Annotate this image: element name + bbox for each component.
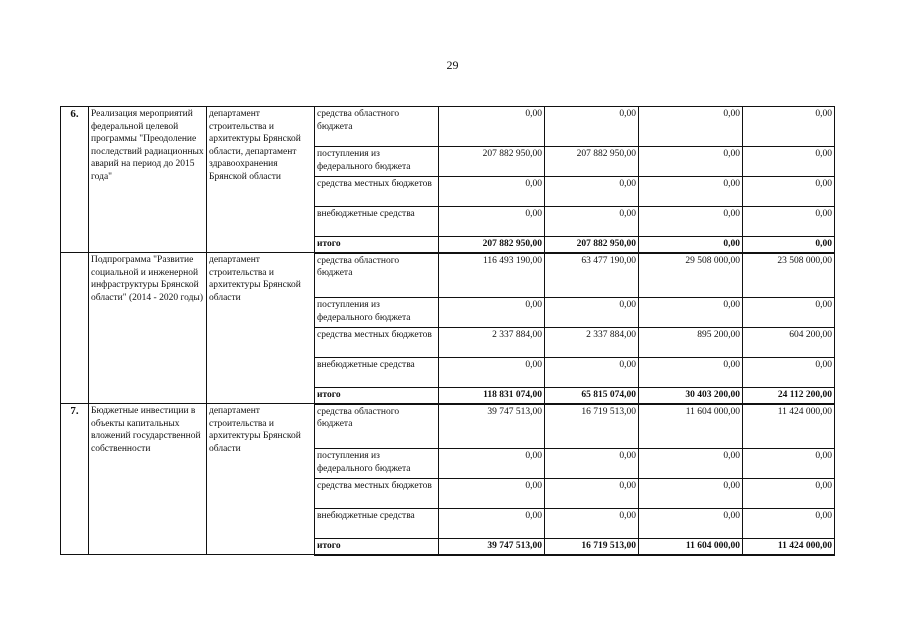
amount-cell: 0,00 — [743, 107, 835, 147]
amount-cell: 0,00 — [743, 237, 835, 253]
amount-cell: 0,00 — [743, 177, 835, 207]
funding-source: средства местных бюджетов — [315, 177, 439, 207]
amount-cell: 207 882 950,00 — [545, 147, 639, 177]
amount-cell: 11 604 000,00 — [639, 539, 743, 555]
amount-cell: 0,00 — [639, 358, 743, 388]
executor-name: департамент строительства и архитектуры Брянской области — [207, 253, 315, 404]
funding-source: средства местных бюджетов — [315, 479, 439, 509]
page-number: 29 — [446, 58, 459, 72]
amount-cell: 0,00 — [545, 509, 639, 539]
amount-cell: 207 882 950,00 — [545, 237, 639, 253]
amount-cell: 23 508 000,00 — [743, 253, 835, 298]
amount-cell: 0,00 — [639, 237, 743, 253]
amount-cell: 895 200,00 — [639, 328, 743, 358]
funding-source: внебюджетные средства — [315, 509, 439, 539]
amount-cell: 207 882 950,00 — [439, 237, 545, 253]
funding-source: средства местных бюджетов — [315, 328, 439, 358]
amount-cell: 11 604 000,00 — [639, 404, 743, 449]
funding-source: поступления из федерального бюджета — [315, 449, 439, 479]
row-number: 7. — [61, 404, 89, 555]
measure-name: Реализация мероприятий федеральной целевой программы "Преодоление последствий радиационных аварий на период до 2015 года" — [89, 107, 207, 253]
table-row — [61, 107, 835, 147]
amount-cell: 0,00 — [743, 207, 835, 237]
amount-cell: 118 831 074,00 — [439, 388, 545, 404]
amount-cell: 207 882 950,00 — [439, 147, 545, 177]
row-number — [61, 253, 89, 404]
funding-source: внебюджетные средства — [315, 358, 439, 388]
amount-cell: 63 477 190,00 — [545, 253, 639, 298]
funding-source: итого — [315, 388, 439, 404]
amount-cell: 0,00 — [639, 147, 743, 177]
amount-cell: 0,00 — [439, 358, 545, 388]
amount-cell: 0,00 — [439, 298, 545, 328]
funding-source: средства областного бюджета — [315, 404, 439, 449]
amount-cell: 0,00 — [743, 298, 835, 328]
amount-cell: 0,00 — [743, 147, 835, 177]
funding-source: итого — [315, 539, 439, 555]
amount-cell: 16 719 513,00 — [545, 404, 639, 449]
funding-source: итого — [315, 237, 439, 253]
amount-cell: 0,00 — [545, 479, 639, 509]
measure-name: Подпрограмма "Развитие социальной и инженерной инфраструктуры Брянской области" (2014 - 2020 годы) — [89, 253, 207, 404]
amount-cell: 0,00 — [743, 479, 835, 509]
amount-cell: 116 493 190,00 — [439, 253, 545, 298]
amount-cell: 24 112 200,00 — [743, 388, 835, 404]
amount-cell: 0,00 — [639, 107, 743, 147]
amount-cell: 0,00 — [545, 207, 639, 237]
budget-table — [60, 106, 835, 556]
amount-cell: 39 747 513,00 — [439, 539, 545, 555]
amount-cell: 0,00 — [639, 177, 743, 207]
amount-cell: 0,00 — [743, 509, 835, 539]
amount-cell: 0,00 — [545, 177, 639, 207]
table-row — [61, 404, 835, 449]
amount-cell: 0,00 — [639, 449, 743, 479]
amount-cell: 0,00 — [639, 479, 743, 509]
amount-cell: 0,00 — [439, 207, 545, 237]
executor-name: департамент строительства и архитектуры Брянской области — [207, 404, 315, 555]
amount-cell: 16 719 513,00 — [545, 539, 639, 555]
amount-cell: 0,00 — [545, 449, 639, 479]
funding-source: поступления из федерального бюджета — [315, 298, 439, 328]
amount-cell: 65 815 074,00 — [545, 388, 639, 404]
amount-cell: 0,00 — [439, 107, 545, 147]
amount-cell: 0,00 — [439, 177, 545, 207]
executor-name: департамент строительства и архитектуры Брянской области, департамент здравоохранения Брянской области — [207, 107, 315, 253]
measure-name: Бюджетные инвестиции в объекты капитальных вложений государственной собственности — [89, 404, 207, 555]
funding-source: средства областного бюджета — [315, 107, 439, 147]
amount-cell: 11 424 000,00 — [743, 404, 835, 449]
row-number: 6. — [61, 107, 89, 253]
amount-cell: 11 424 000,00 — [743, 539, 835, 555]
amount-cell: 30 403 200,00 — [639, 388, 743, 404]
amount-cell: 0,00 — [545, 107, 639, 147]
amount-cell: 0,00 — [439, 449, 545, 479]
amount-cell: 29 508 000,00 — [639, 253, 743, 298]
amount-cell: 604 200,00 — [743, 328, 835, 358]
amount-cell: 0,00 — [545, 358, 639, 388]
amount-cell: 2 337 884,00 — [545, 328, 639, 358]
amount-cell: 0,00 — [545, 298, 639, 328]
amount-cell: 0,00 — [743, 358, 835, 388]
table-row — [61, 253, 835, 298]
amount-cell: 0,00 — [439, 509, 545, 539]
amount-cell: 0,00 — [639, 298, 743, 328]
amount-cell: 0,00 — [743, 449, 835, 479]
amount-cell: 39 747 513,00 — [439, 404, 545, 449]
amount-cell: 0,00 — [639, 207, 743, 237]
budget-table-body — [61, 107, 835, 555]
funding-source: средства областного бюджета — [315, 253, 439, 298]
funding-source: внебюджетные средства — [315, 207, 439, 237]
amount-cell: 2 337 884,00 — [439, 328, 545, 358]
amount-cell: 0,00 — [439, 479, 545, 509]
amount-cell: 0,00 — [639, 509, 743, 539]
funding-source: поступления из федерального бюджета — [315, 147, 439, 177]
